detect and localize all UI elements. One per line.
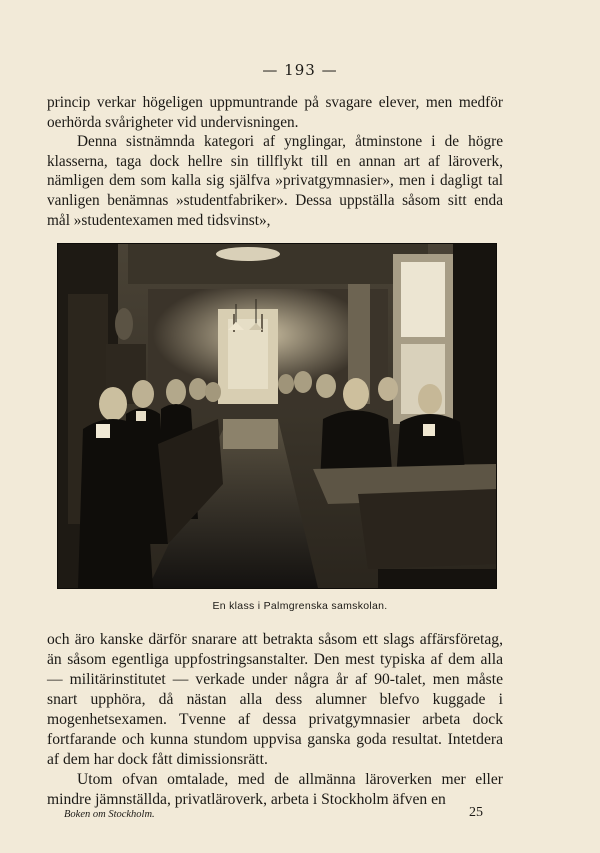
bottom-text-block: [47, 630, 503, 810]
paragraph: och äro kanske därför snarare att betrakta såsom ett slags affärsföretag, än såsom egentliga uppfostringsanstalter. Den mest typiska af dem alla — militärinstitutet — verkade under några år af 90-talet, men måste snart upphöra, då nästan alla dess alumner blefvo kuggade i mogenhetsexamen. Tvenne af dessa privatgymnasier arbeta dock fortfarande och kunna stundom uppvisa ganska goda resultat. Intetdera af dem har dock fått dimissionsrätt.: [47, 631, 503, 768]
paragraph: princip verkar högeligen uppmuntrande på svagare elever, men medför oerhörda svårigheter vid undervisningen.: [47, 94, 503, 131]
footer-signature-mark: 25: [469, 805, 483, 820]
paragraph: Utom ofvan omtalade, med de allmänna läroverken mer eller mindre jämnställda, privatläroverk, arbeta i Stockholm äfven en: [47, 771, 503, 808]
classroom-photo-illustration: [58, 244, 496, 588]
classroom-photograph: [58, 244, 496, 588]
top-text-block: [47, 93, 503, 230]
paragraph: Denna sistnämnda kategori af ynglingar, åtminstone i de högre klasserna, taga dock hellre sin tillflykt till en annan art af läroverk, nämligen dem som kalla sig själfva »privatgymnasier», men i dagligt tal vanligen benämnas »studentfabriker». Dessa uppställa såsom sitt enda mål »studentexamen med tidsvinst»,: [47, 133, 503, 229]
figure-caption: En klass i Palmgrenska samskolan.: [212, 600, 388, 612]
page-number: — 193 —: [262, 61, 338, 79]
footer-book-title: Boken om Stockholm.: [64, 809, 155, 820]
